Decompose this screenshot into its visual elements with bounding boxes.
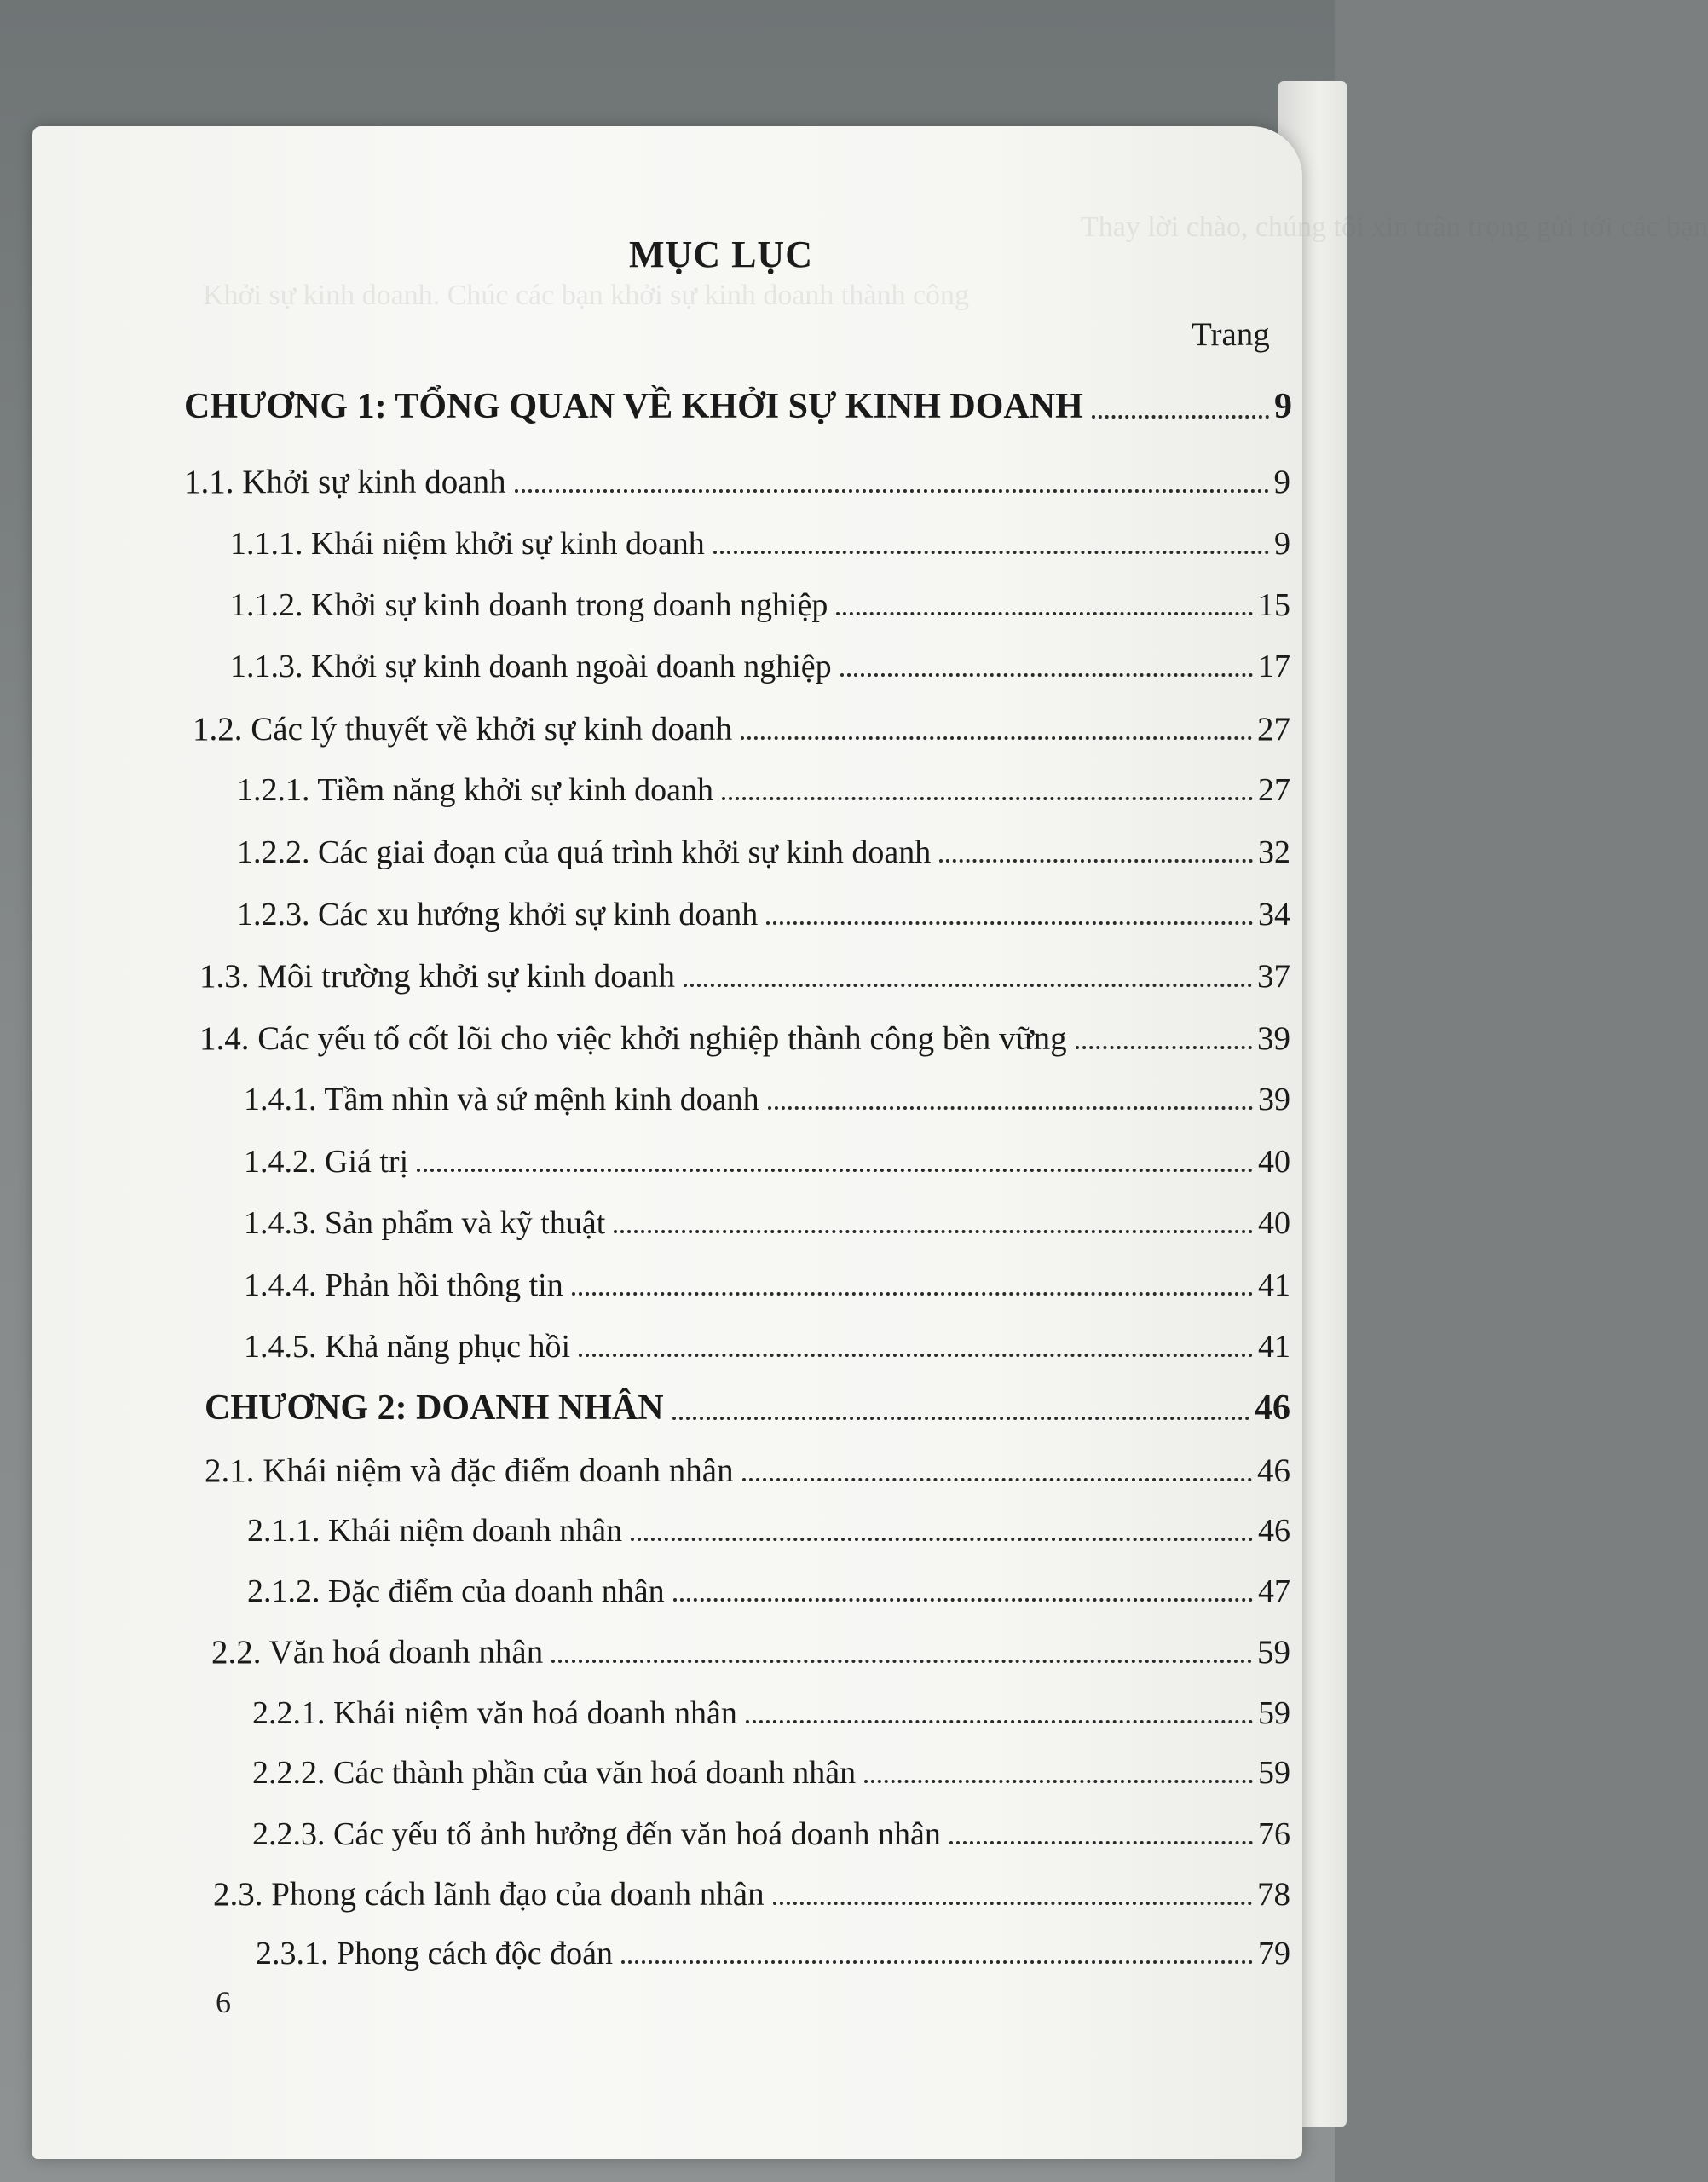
toc-entry-page: 39 (1258, 1082, 1290, 1117)
toc-entry-label: 1.2.1. Tiềm năng khởi sự kinh doanh (237, 772, 713, 808)
leader-dots (939, 858, 1253, 863)
leader-dots (1076, 1045, 1252, 1049)
toc-entry-page: 27 (1258, 772, 1290, 808)
leader-dots (768, 1105, 1253, 1110)
leader-dots (572, 1291, 1253, 1296)
toc-entry-page: 47 (1258, 1573, 1290, 1609)
toc-entry-label: 1.1.3. Khởi sự kinh doanh ngoài doanh nghiệp (230, 649, 832, 684)
toc-entry-label: 1.3. Môi trường khởi sự kinh doanh (199, 958, 676, 995)
toc-entry-label: CHƯƠNG 2: DOANH NHÂN (205, 1388, 664, 1428)
leader-dots (672, 1416, 1249, 1420)
toc-entry-page: 37 (1257, 958, 1290, 995)
toc-entry-page: 9 (1273, 464, 1290, 500)
toc-entry[interactable] (199, 1019, 1290, 1058)
toc-entry[interactable] (237, 834, 1290, 871)
toc-entry-page: 41 (1258, 1329, 1290, 1365)
toc-entry-label: 2.2.2. Các thành phần của văn hoá doanh nhân (252, 1755, 857, 1791)
toc-entry-page: 76 (1258, 1816, 1290, 1852)
toc-entry-label: 1.4.2. Giá trị (244, 1144, 409, 1180)
toc-entry-page: 59 (1258, 1695, 1290, 1731)
toc-entry-page: 9 (1274, 526, 1290, 562)
leader-dots (631, 1537, 1253, 1541)
toc-entry-label: 1.4.1. Tầm nhìn và sứ mệnh kinh doanh (244, 1082, 759, 1117)
leader-dots (579, 1353, 1253, 1357)
toc-entry-page: 34 (1258, 897, 1290, 932)
toc-entry-label: 1.1.1. Khái niệm khởi sự kinh doanh (230, 526, 705, 562)
toc-entry-label: 1.1. Khởi sự kinh doanh (184, 464, 506, 500)
leader-dots (1092, 414, 1269, 419)
toc-entry-label: 1.2.2. Các giai đoạn của quá trình khởi sự kinh doanh (237, 834, 932, 870)
toc-entry[interactable] (193, 710, 1290, 748)
leader-dots (864, 1779, 1253, 1783)
leader-dots (773, 1901, 1252, 1905)
toc-entry-label: 1.4.4. Phản hồi thông tin (244, 1267, 563, 1303)
toc-entry-label: 1.4.5. Khả năng phục hồi (244, 1329, 571, 1365)
toc-entry[interactable] (244, 1204, 1290, 1242)
toc-entry-label: 1.2.3. Các xu hướng khởi sự kinh doanh (237, 897, 759, 932)
toc-entry[interactable] (237, 771, 1290, 809)
leader-dots (417, 1168, 1253, 1172)
toc-entry[interactable] (252, 1815, 1290, 1853)
toc-entry-page: 78 (1257, 1876, 1290, 1913)
leader-dots (741, 736, 1252, 740)
toc-entry[interactable] (205, 1452, 1290, 1490)
page-content (32, 126, 1708, 2159)
toc-entry[interactable] (230, 525, 1290, 563)
toc-entry-label: 1.1.2. Khởi sự kinh doanh trong doanh nghiệp (230, 587, 828, 623)
page-column-label: Trang (1192, 316, 1270, 353)
toc-entry-page: 40 (1258, 1205, 1290, 1241)
leader-dots (673, 1597, 1253, 1602)
toc-entry-page: 9 (1274, 387, 1292, 426)
toc-entry[interactable] (213, 1875, 1290, 1914)
toc-entry-label: 2.2.3. Các yếu tố ảnh hưởng đến văn hoá doanh nhân (252, 1816, 941, 1852)
toc-entry-label: 2.3. Phong cách lãnh đạo của doanh nhân (213, 1876, 765, 1913)
toc-entry-label: 2.1. Khái niệm và đặc điểm doanh nhân (205, 1452, 734, 1489)
leader-dots (836, 611, 1253, 615)
toc-entry[interactable] (256, 1935, 1290, 1972)
toc-entry-label: CHƯƠNG 1: TỔNG QUAN VỀ KHỞI SỰ KINH DOANH (184, 387, 1083, 426)
toc-entry-label: 1.2. Các lý thuyết về khởi sự kinh doanh (193, 711, 733, 748)
leader-dots (766, 921, 1253, 925)
toc-chapter-1[interactable] (184, 386, 1292, 427)
leader-dots (746, 1719, 1253, 1723)
toc-entry-label: 1.4. Các yếu tố cốt lõi cho việc khởi nghiệp thành công bền vững (199, 1020, 1067, 1057)
toc-entry-page: 41 (1258, 1267, 1290, 1303)
toc-entry-label: 2.3.1. Phong cách độc đoán (256, 1936, 613, 1971)
toc-entry-page: 17 (1258, 649, 1290, 684)
toc-title: MỤC LỤC (629, 234, 813, 275)
page-number: 6 (216, 1985, 231, 2019)
toc-entry-page: 15 (1258, 587, 1290, 623)
toc-entry[interactable] (199, 957, 1290, 996)
leader-dots (614, 1229, 1253, 1233)
leader-dots (551, 1659, 1252, 1663)
leader-dots (713, 550, 1269, 554)
toc-entry-page: 46 (1257, 1452, 1290, 1489)
toc-entry-page: 40 (1258, 1144, 1290, 1180)
toc-entry[interactable] (184, 463, 1290, 501)
toc-entry-page: 32 (1258, 834, 1290, 870)
leader-dots (840, 672, 1253, 677)
toc-entry-label: 2.1.1. Khái niệm doanh nhân (247, 1513, 623, 1549)
toc-entry[interactable] (237, 896, 1290, 933)
leader-dots (515, 488, 1269, 493)
toc-entry[interactable] (230, 648, 1290, 685)
leader-dots (742, 1477, 1252, 1481)
toc-entry[interactable] (244, 1328, 1290, 1365)
leader-dots (621, 1960, 1253, 1964)
leader-dots (684, 983, 1252, 987)
toc-entry-page: 59 (1257, 1634, 1290, 1671)
toc-entry[interactable] (247, 1512, 1290, 1550)
toc-entry[interactable] (252, 1694, 1290, 1732)
toc-entry[interactable] (247, 1573, 1290, 1610)
toc-entry-page: 27 (1257, 711, 1290, 748)
toc-entry-page: 59 (1258, 1755, 1290, 1791)
toc-entry-label: 1.4.3. Sản phẩm và kỹ thuật (244, 1205, 606, 1241)
toc-entry[interactable] (244, 1267, 1290, 1304)
toc-entry-label: 2.1.2. Đặc điểm của doanh nhân (247, 1573, 665, 1609)
toc-entry-page: 39 (1257, 1020, 1290, 1057)
toc-entry-page: 46 (1255, 1388, 1290, 1428)
toc-chapter-2[interactable] (205, 1388, 1290, 1429)
show-through-text: Khởi sự kinh doanh. Chúc các bạn khởi sự kinh doanh thành công (203, 280, 970, 311)
toc-entry-page: 79 (1258, 1936, 1290, 1971)
toc-entry[interactable] (252, 1754, 1290, 1792)
leader-dots (949, 1840, 1253, 1844)
toc-entry[interactable] (244, 1081, 1290, 1118)
leader-dots (722, 796, 1253, 800)
toc-entry-label: 2.2.1. Khái niệm văn hoá doanh nhân (252, 1695, 737, 1731)
toc-entry[interactable] (211, 1633, 1290, 1671)
toc-entry[interactable] (244, 1143, 1290, 1180)
toc-entry-label: 2.2. Văn hoá doanh nhân (211, 1634, 544, 1671)
toc-entry[interactable] (230, 586, 1290, 624)
toc-entry-page: 46 (1258, 1513, 1290, 1549)
show-through-text: Thay lời chào, chúng tôi xin trân trọng gửi tới các bạn (1081, 211, 1708, 243)
